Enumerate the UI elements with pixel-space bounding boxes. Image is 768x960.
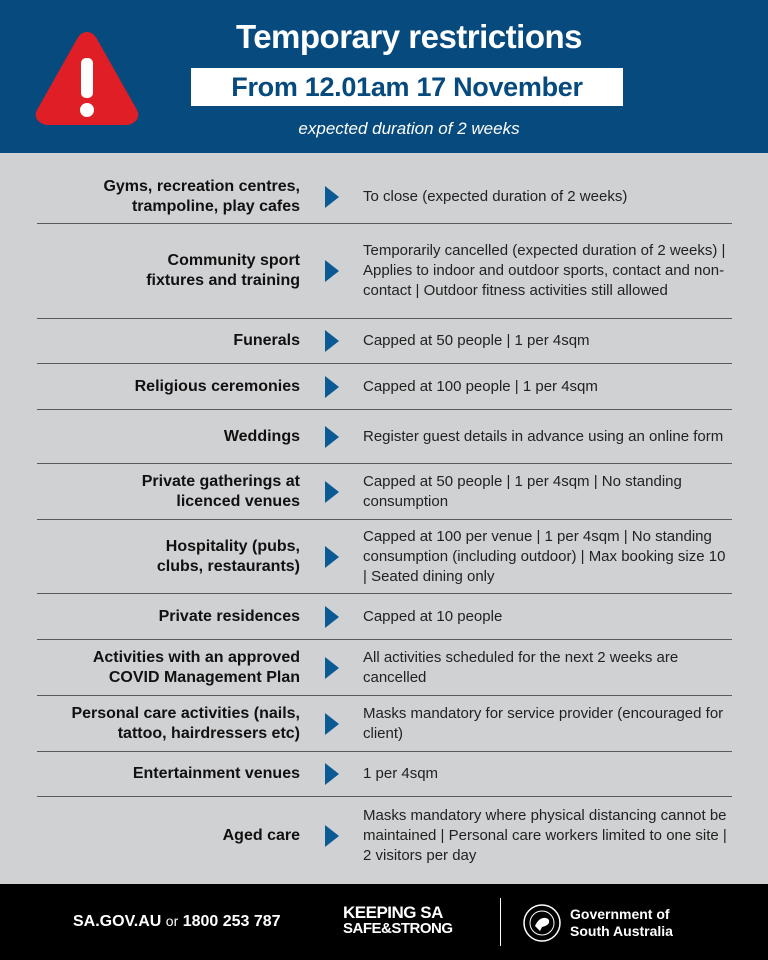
arrow-right-icon <box>300 657 363 679</box>
restriction-detail: Register guest details in advance using an online form <box>363 427 724 445</box>
restriction-category <box>37 177 300 217</box>
restriction-category <box>37 704 300 744</box>
category-line: Activities with an approved <box>92 648 300 666</box>
restriction-detail: All activities scheduled for the next 2 weeks are cancelled <box>363 648 679 686</box>
restriction-detail: Capped at 100 per venue | 1 per 4sqm | No standing consumption (including outdoor) | Max booking size 10 | Seated dining only <box>363 527 726 585</box>
government-logo-text <box>570 906 673 940</box>
duration-note: expected duration of 2 weeks <box>298 119 520 138</box>
arrow-right-icon <box>300 825 363 847</box>
contact-info <box>73 913 281 931</box>
restriction-category <box>37 648 300 688</box>
restriction-category <box>37 377 300 397</box>
category-line: Funerals <box>233 332 300 349</box>
restriction-detail: Capped at 50 people | 1 per 4sqm <box>363 332 590 349</box>
category-line: Gyms, recreation centres, <box>103 177 300 195</box>
category-line: Religious ceremonies <box>134 377 300 395</box>
arrow-right-icon <box>300 330 363 352</box>
arrow-right-icon <box>300 186 363 208</box>
header-banner <box>0 0 768 153</box>
category-line: licenced venues <box>176 492 300 510</box>
table-row <box>37 364 732 410</box>
table-row <box>37 224 732 319</box>
campaign-logo <box>343 905 453 937</box>
category-line: Entertainment venues <box>132 765 300 782</box>
restriction-category <box>37 607 300 627</box>
arrow-right-icon <box>300 763 363 785</box>
category-line: trampoline, play cafes <box>131 197 300 215</box>
arrow-right-icon <box>300 260 363 282</box>
table-row <box>37 797 732 875</box>
table-row <box>37 520 732 594</box>
arrow-right-icon <box>300 606 363 628</box>
category-line: Community sport <box>167 252 300 269</box>
category-line: tattoo, hairdressers etc) <box>117 724 300 742</box>
footer-bar <box>0 884 768 960</box>
gov-line-1: Government of <box>570 906 670 922</box>
restriction-category <box>37 251 300 291</box>
date-banner: From 12.01am 17 November <box>191 68 623 106</box>
table-row <box>37 594 732 640</box>
table-row <box>37 464 732 520</box>
table-row <box>37 410 732 464</box>
or-text: or <box>165 913 179 929</box>
restriction-detail: Masks mandatory where physical distancing cannot be maintained | Personal care workers limited to one site | 2 visitors per day <box>363 807 727 864</box>
restriction-detail: Temporarily cancelled (expected duration of 2 weeks) | Applies to indoor and outdoor sports, contact and non-contact | Outdoor fitness activities still allowed <box>363 242 726 299</box>
category-line: Personal care activities (nails, <box>71 704 300 722</box>
campaign-line-2: SAFE&STRONG <box>343 920 453 937</box>
arrow-right-icon <box>300 713 363 735</box>
category-line: Hospitality (pubs, <box>165 537 300 555</box>
table-row <box>37 752 732 797</box>
arrow-right-icon <box>300 426 363 448</box>
category-line: Private residences <box>158 607 300 625</box>
restriction-detail: 1 per 4sqm <box>363 765 439 782</box>
table-row <box>37 640 732 696</box>
table-row <box>37 319 732 364</box>
category-line: Weddings <box>223 427 300 445</box>
arrow-right-icon <box>300 546 363 568</box>
footer-divider <box>500 898 501 946</box>
restriction-detail: Capped at 50 people | 1 per 4sqm | No standing consumption <box>363 472 682 510</box>
phone-number[interactable]: 1800 253 787 <box>182 913 281 930</box>
table-row <box>37 696 732 752</box>
restriction-category <box>37 537 300 577</box>
category-line: fixtures and training <box>146 272 300 289</box>
warning-triangle-icon <box>33 28 141 128</box>
restriction-detail: Capped at 10 people <box>363 607 503 625</box>
gov-line-2: South Australia <box>570 923 673 939</box>
arrow-right-icon <box>300 376 363 398</box>
table-row <box>37 170 732 224</box>
restriction-category <box>37 826 300 846</box>
restriction-detail: To close (expected duration of 2 weeks) <box>363 187 628 205</box>
restriction-detail: Capped at 100 people | 1 per 4sqm <box>363 377 598 395</box>
category-line: Private gatherings at <box>141 472 300 490</box>
arrow-right-icon <box>300 481 363 503</box>
restriction-category <box>37 764 300 784</box>
category-line: clubs, restaurants) <box>156 557 300 575</box>
category-line: COVID Management Plan <box>108 668 300 686</box>
piping-shrike-seal-icon <box>523 904 561 942</box>
category-line: Aged care <box>222 827 300 844</box>
restrictions-table <box>37 170 732 875</box>
page-title: Temporary restrictions <box>235 18 582 55</box>
restriction-category <box>37 472 300 512</box>
restriction-category <box>37 427 300 447</box>
restriction-detail: Masks mandatory for service provider (encouraged for client) <box>363 704 724 742</box>
campaign-line-1: KEEPING SA <box>343 903 443 922</box>
website-link[interactable]: SA.GOV.AU <box>73 913 162 930</box>
restriction-category <box>37 331 300 351</box>
